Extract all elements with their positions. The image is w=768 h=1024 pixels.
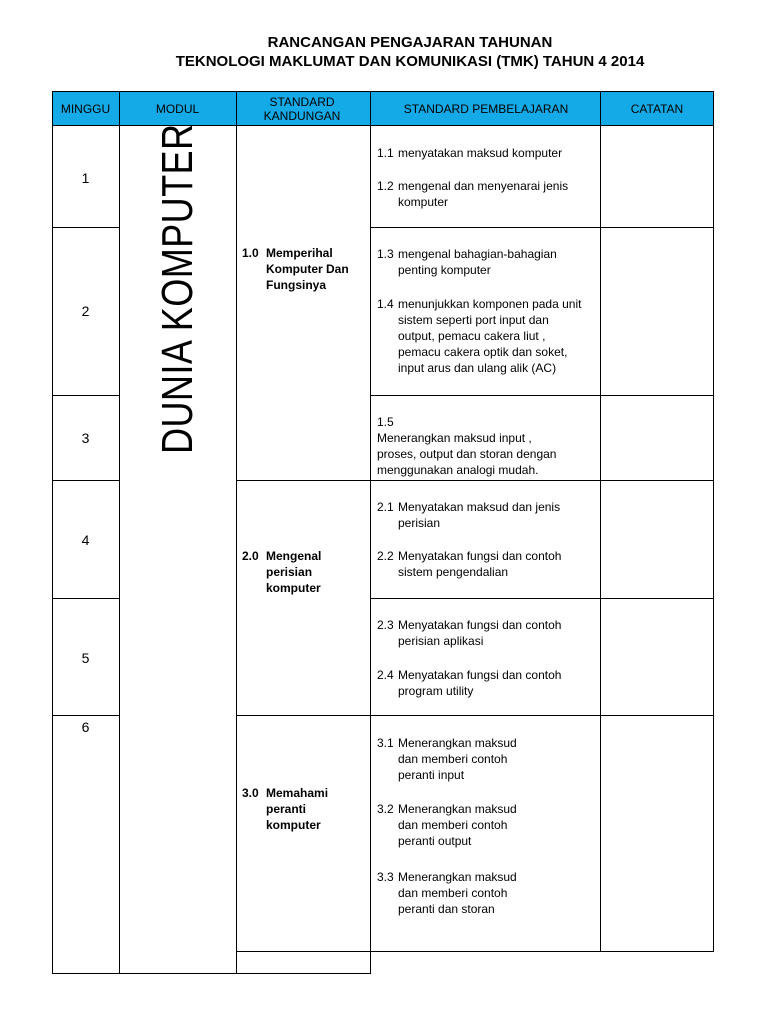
sp-text: Menyatakan maksud dan jenis perisian	[398, 500, 561, 530]
sp-text: mengenal bahagian-bahagian penting komputer	[398, 247, 557, 277]
week-number: 1	[81, 170, 90, 186]
sp-text: Menerangkan maksud dan memberi contoh peranti input	[398, 736, 517, 782]
sp-number: 3.1	[377, 736, 394, 750]
sp-number: 1.3	[377, 247, 394, 261]
sp-number: 3.3	[377, 870, 394, 884]
sp-number: 1.1	[377, 146, 394, 160]
sk-number: 2.0	[242, 549, 259, 563]
standard-pembelajaran-item	[377, 246, 592, 278]
sp-number: 1.5	[377, 415, 394, 429]
sp-text: menunjukkan komponen pada unit sistem seperti port input dan output, pemacu cakera liut , pemacu cakera optik dan soket, input arus dan ulang alik (AC)	[398, 297, 582, 375]
standard-pembelajaran-item	[377, 145, 592, 161]
document-subtitle: TEKNOLOGI MAKLUMAT DAN KOMUNIKASI (TMK) TAHUN 4 2014	[175, 53, 645, 70]
sp-text: mengenal dan menyenarai jenis komputer	[398, 179, 569, 209]
standard-pembelajaran-item	[377, 499, 592, 531]
week-number: 3	[81, 430, 90, 446]
sp-number: 2.2	[377, 549, 394, 563]
standard-pembelajaran-item	[377, 178, 592, 210]
standard-kandungan-item	[242, 245, 366, 293]
header-modul: MODUL	[155, 102, 200, 116]
header-catatan: CATATAN	[630, 102, 684, 116]
sp-text: Menyatakan fungsi dan contoh perisian aplikasi	[398, 618, 562, 648]
sp-text: Menerangkan maksud input , proses, output dan storan dengan menggunakan analogi mudah.	[377, 431, 557, 477]
sk-number: 3.0	[242, 786, 259, 800]
sk-text: Mengenal perisian komputer	[266, 549, 322, 595]
sp-text: menyatakan maksud komputer	[398, 146, 563, 160]
week-number: 4	[81, 532, 90, 548]
module-name: DUNIA KOMPUTER	[153, 123, 202, 455]
week-number: 2	[81, 303, 90, 319]
sk-text: Memperihal Komputer Dan Fungsinya	[266, 246, 349, 292]
sk-text: Memahami peranti komputer	[266, 786, 329, 832]
document-title: RANCANGAN PENGAJARAN TAHUNAN	[267, 34, 553, 51]
sp-text: Menerangkan maksud dan memberi contoh peranti dan storan	[398, 870, 517, 916]
standard-pembelajaran-item	[377, 869, 592, 917]
sp-text: Menerangkan maksud dan memberi contoh peranti output	[398, 802, 517, 848]
header-minggu: MINGGU	[60, 102, 111, 116]
week-number: 6	[81, 719, 90, 735]
standard-pembelajaran-item	[377, 296, 592, 376]
sp-number: 3.2	[377, 802, 394, 816]
standard-pembelajaran-item	[377, 801, 592, 849]
sp-number: 2.4	[377, 668, 394, 682]
standard-pembelajaran-item	[377, 617, 592, 649]
sp-text: Menyatakan fungsi dan contoh program utility	[398, 668, 562, 698]
standard-kandungan-item	[242, 785, 346, 833]
standard-pembelajaran-item	[377, 548, 592, 580]
sk-number: 1.0	[242, 246, 259, 260]
header-standard-kandungan: STANDARD KANDUNGAN	[263, 95, 341, 123]
standard-pembelajaran-item	[377, 414, 592, 478]
week-number: 5	[81, 650, 90, 666]
standard-pembelajaran-item	[377, 735, 592, 783]
sp-text: Menyatakan fungsi dan contoh sistem pengendalian	[398, 549, 562, 579]
sp-number: 1.4	[377, 297, 394, 311]
standard-kandungan-item	[242, 548, 346, 596]
sp-number: 2.3	[377, 618, 394, 632]
sp-number: 2.1	[377, 500, 394, 514]
sp-number: 1.2	[377, 179, 394, 193]
standard-pembelajaran-item	[377, 667, 592, 699]
header-standard-pembelajaran: STANDARD PEMBELAJARAN	[403, 102, 569, 116]
